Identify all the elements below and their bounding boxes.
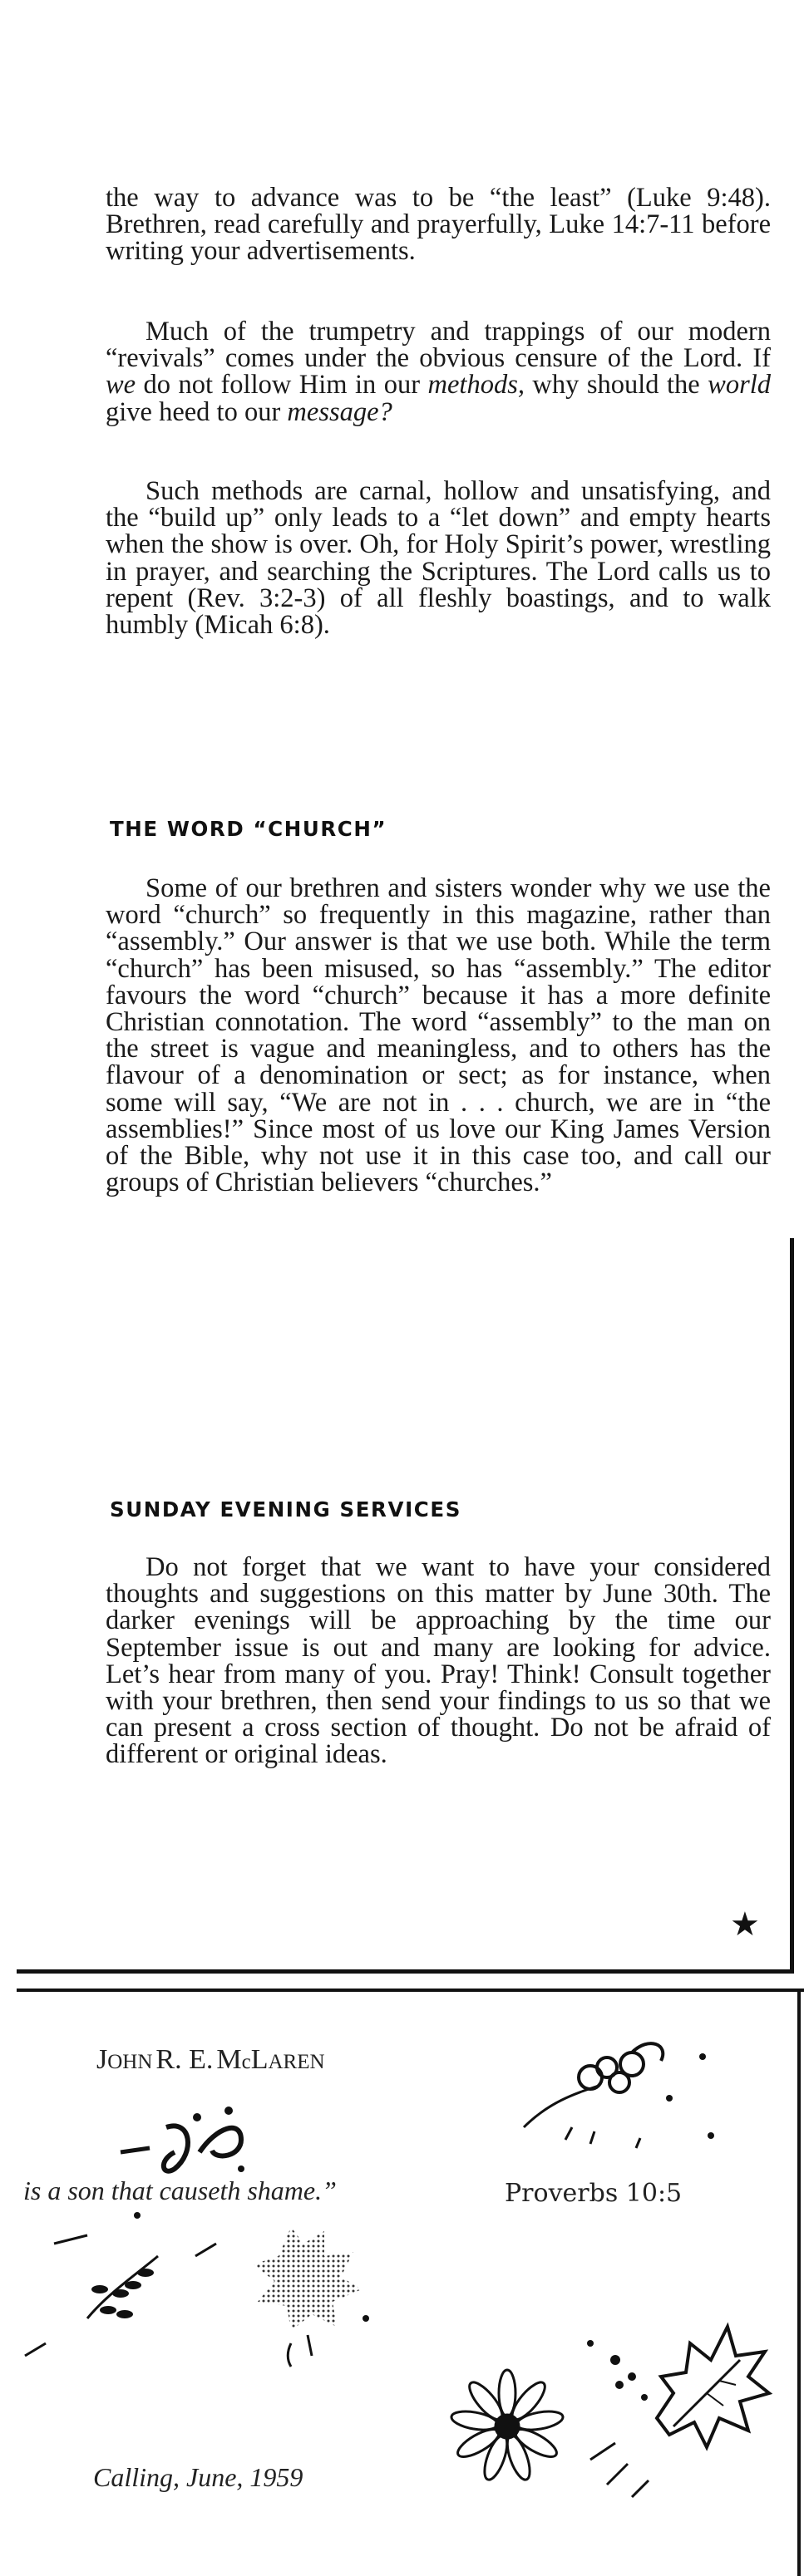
text-run: Much of the trumpetry and trappings of our modern “revivals” comes under the obvious censure of the Lord. If: [106, 317, 771, 374]
text-run: the way to advance was to be “the least” (Luke 9:48). Brethren, read carefully and prayerfully, Luke 14:7-11 before writing your advertisements.: [106, 183, 771, 267]
dotted-leaf-icon: [241, 2219, 391, 2368]
text-run: Do not forget that we want to have your considered thoughts and suggestions on this matter by June 30th. The darker evenings will be approaching by the time our September issue is out and many are looking for advice. Let’s hear from many of you. Pray! Think! Consult together with your brethren, then send your findings to us so that we can present a cross section of thought. Do not be afraid of different or original ideas.: [106, 1552, 771, 1770]
body-text: [106, 1554, 771, 1768]
section-heading-word-church: THE WORD “CHURCH”: [110, 817, 387, 841]
right-border-rule: [790, 1238, 794, 1969]
emphasis-text: methods,: [427, 370, 525, 401]
holly-leaf-icon: [582, 2293, 782, 2510]
bottom-rule-lower: [17, 1989, 804, 1992]
body-text: [106, 184, 771, 265]
body-text: [106, 476, 771, 641]
section-church-body: [106, 875, 771, 1196]
text-run: do not follow Him in our: [136, 370, 428, 401]
body-text: [106, 318, 771, 425]
section-heading-sunday-evening: SUNDAY EVENING SERVICES: [110, 1497, 461, 1522]
author-name: JOHN R. E. McLAREN: [96, 2044, 325, 2075]
paragraph-intro-continuation: [106, 184, 771, 265]
quote-fragment: is a son that causeth shame.”: [23, 2175, 337, 2205]
text-run: Such methods are carnal, hollow and unsatisfying, and the “build up” only leads to a “let down” and empty hearts when the show is over. Oh, for Holy Spirit’s power, wrestling in prayer, and searching the Scriptures. The Lord calls us to repent (Rev. 3:2-3) of all fleshly boastings, and to walk humbly (Micah 6:8).: [106, 476, 771, 641]
emphasis-text: world: [708, 370, 771, 401]
daisy-flower-icon: [441, 2360, 582, 2501]
bottom-rule-upper: [17, 1969, 794, 1974]
paragraph-sunday-evening: [106, 1554, 771, 1768]
section-sunday-body: [106, 1554, 771, 1768]
author-signature-flourish-icon: [116, 2102, 316, 2185]
text-run: Some of our brethren and sisters wonder why we use the word “church” so frequently in this magazine, rather than “assembly.” Our answer is that we use both. While the term “church” has been misused, so has “assembly.” The editor favours the word “church” because it has a more definite Christian connotation. The word “assembly” to the man on the street is vague and meaningless, and to others has the flavour of a denomination or sect; as for instance, when some will say, “We are not in . . . church, we are in “the assemblies!” Since most of us love our King James Version of the Bible, why not use it in this case too, and call our groups of Christian believers “churches.”: [106, 873, 771, 1198]
emphasis-text: message?: [287, 396, 392, 427]
paragraph-carnal-methods: [106, 476, 771, 641]
end-of-article-star: ★: [730, 1905, 760, 1943]
text-run: give heed to our: [106, 396, 288, 427]
emphasis-text: we: [106, 370, 136, 401]
body-text: [106, 875, 771, 1196]
text-run: why should the: [524, 370, 708, 401]
paragraph-church-word: [106, 875, 771, 1196]
footer-right-border: [797, 1989, 801, 2576]
issue-line: Calling, June, 1959: [93, 2462, 303, 2492]
flower-sprig-icon: [515, 2028, 732, 2161]
scripture-reference: Proverbs 10:5: [505, 2179, 683, 2208]
twig-doodle-icon: [8, 2210, 224, 2377]
paragraph-trumpetry: [106, 318, 771, 425]
